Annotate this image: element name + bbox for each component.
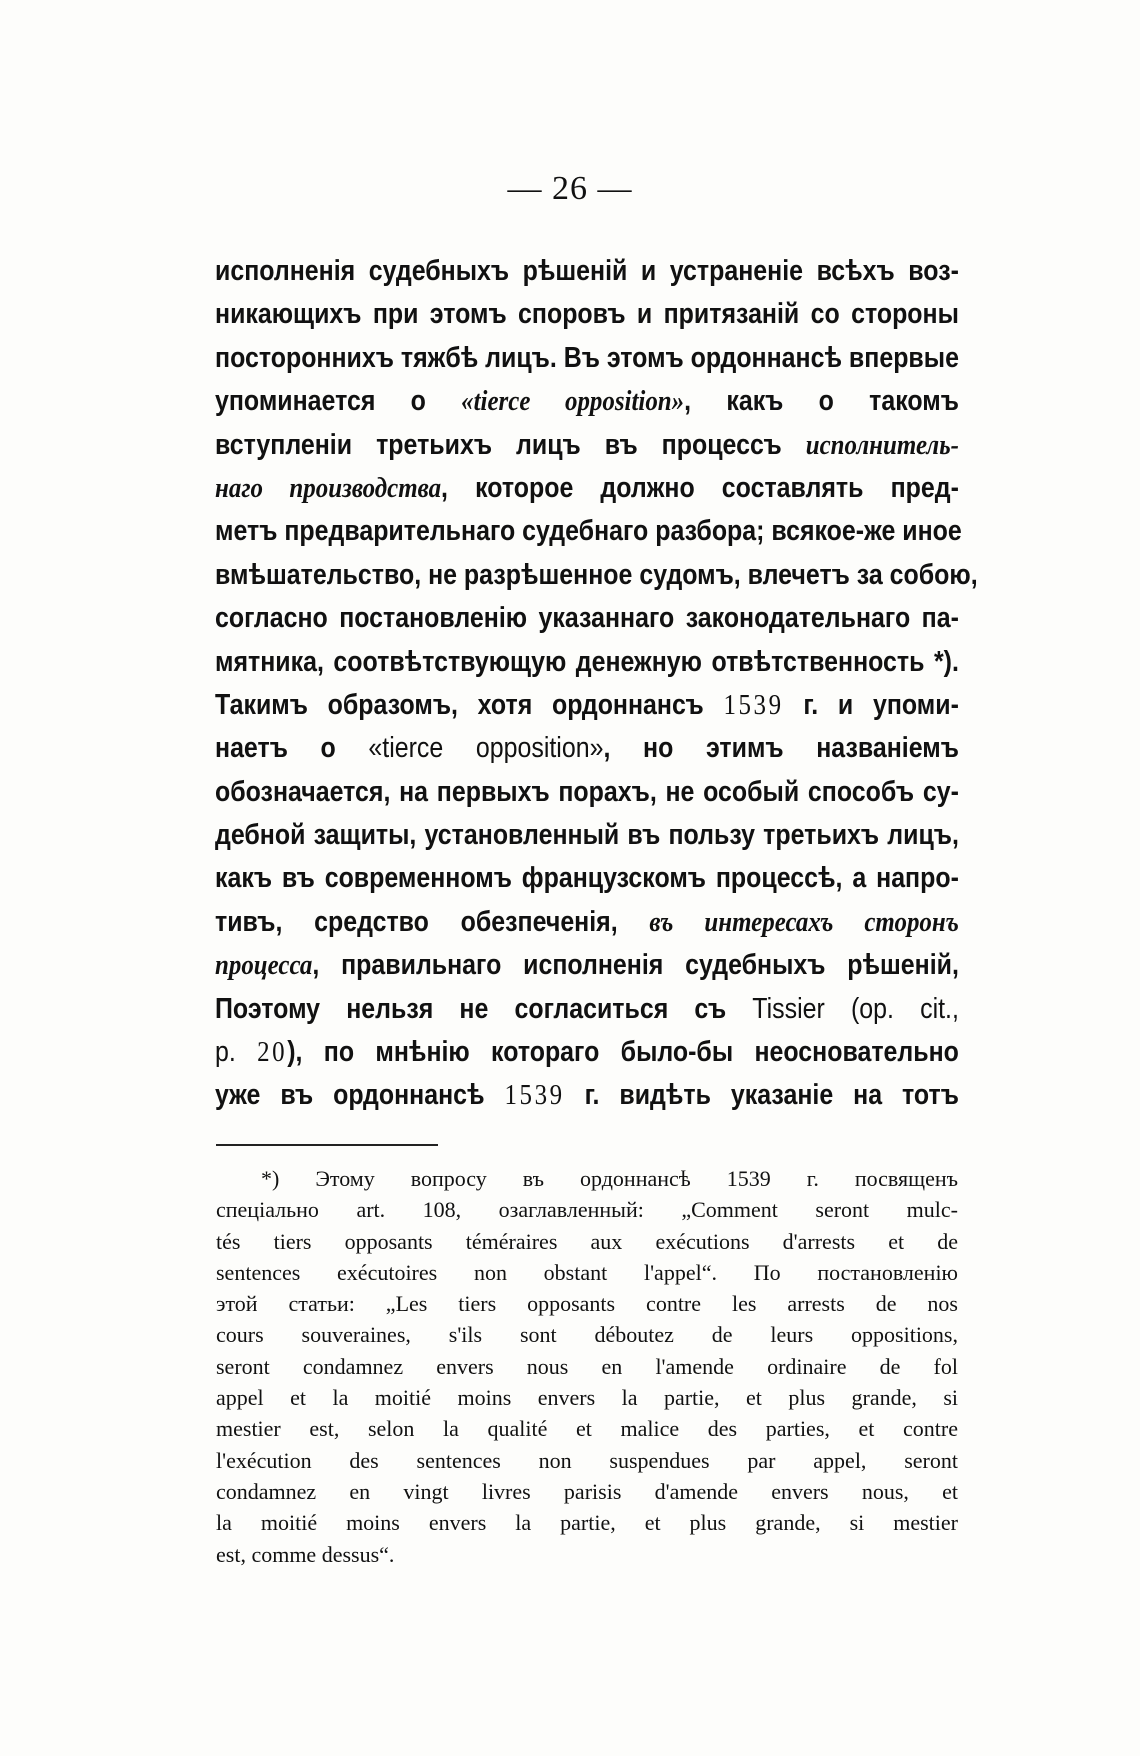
year-number: 1539 (504, 1079, 565, 1112)
footnote-line: appel et la moitié moins envers la partie, et plus grande, si (216, 1385, 958, 1411)
text-line: Поэтому нельзя не согласиться съ Tissier (op. cit., (215, 992, 959, 1025)
text-line: p. 20), по мнѣнію котораго было-бы неосновательно (215, 1036, 959, 1069)
text-line: процесса, правильнаго исполненія судебныхъ рѣшеній, (215, 949, 959, 982)
text-line: дебной защиты, установленный въ пользу третьихъ лицъ, (215, 819, 959, 852)
text-line: мятника, соотвѣтствующую денежную отвѣтственность *). (215, 645, 959, 678)
text-line: исполненія судебныхъ рѣшеній и устраненіе всѣхъ воз- (215, 255, 959, 287)
text-line: постороннихъ тяжбѣ лицъ. Въ этомъ ордоннансѣ впервые (215, 341, 959, 374)
text-line: наго производства, которое должно составлять пред- (215, 471, 959, 504)
text-line: упоминается о «tierce opposition», какъ о такомъ (215, 385, 959, 418)
footnote-line: tés tiers opposants téméraires aux exécutions d'arrests et de (216, 1228, 958, 1254)
italic-term: процесса (215, 949, 313, 982)
text-line: наетъ о «tierce opposition», но этимъ названіемъ (215, 732, 959, 765)
latin-term: Tissier (op. cit., (752, 992, 959, 1025)
footnote-line: sentences exécutoires non obstant l'appel“. По постановленію (216, 1259, 958, 1285)
footnote-line: cours souveraines, s'ils sont déboutez de leurs oppositions, (216, 1322, 958, 1348)
latin-term: «tierce opposition» (368, 732, 604, 765)
italic-term: «tierce opposition» (461, 385, 685, 418)
footnote (216, 1163, 958, 1570)
year-number: 1539 (723, 688, 784, 721)
footnote-line: condamnez en vingt livres parisis d'amende envers nous, et (216, 1478, 958, 1504)
text-line: вмѣшательство, не разрѣшенное судомъ, влечетъ за собою, (215, 558, 978, 591)
italic-term: исполнитель- (805, 428, 959, 461)
text-line: какъ въ современномъ французскомъ процессѣ, а напро- (215, 862, 959, 895)
footnote-line: mestier est, selon la qualité et malice des parties, et contre (216, 1416, 958, 1442)
footnote-line: этой статьи: „Les tiers opposants contre les arrests de nos (216, 1291, 958, 1317)
italic-term: наго производства (215, 471, 442, 504)
text-line: согласно постановленію указаннаго законодательнаго па- (215, 602, 959, 635)
text-line: вступленіи третьихъ лицъ въ процессъ исполнитель- (215, 428, 959, 461)
footnote-line: la moitié moins envers la partie, et plus grande, si mestier (216, 1510, 958, 1536)
text-line: тивъ, средство обезпеченія, въ интересахъ сторонъ (215, 905, 959, 938)
footnote-line: seront condamnez envers nous en l'amende ordinaire de fol (216, 1353, 958, 1379)
main-text (215, 250, 978, 1118)
text-line: никающихъ при этомъ споровъ и притязаній со стороны (215, 298, 959, 331)
text-line: обозначается, на первыхъ порахъ, не особый способъ су- (215, 775, 959, 808)
footnote-line: *) Этому вопросу въ ордоннансѣ 1539 г. посвященъ (261, 1166, 958, 1191)
page-number: — 26 — (507, 170, 633, 207)
text-line: уже въ ордоннансѣ 1539 г. видѣть указаніе на тотъ (215, 1079, 959, 1112)
footnote-line: est, comme dessus“. (216, 1541, 395, 1567)
footnote-line: спеціально art. 108, озаглавленный: „Comment seront mulc- (216, 1197, 958, 1223)
footnote-divider (216, 1144, 438, 1146)
footnote-line: l'exécution des sentences non suspendues par appel, seront (216, 1447, 958, 1473)
page-ref-number: 20 (257, 1036, 288, 1069)
italic-term: въ интересахъ сторонъ (649, 905, 959, 938)
text-line: Такимъ образомъ, хотя ордоннансъ 1539 г. и упоми- (215, 688, 959, 721)
text-line: метъ предварительнаго судебнаго разбора; всякое-же иное (215, 515, 962, 548)
